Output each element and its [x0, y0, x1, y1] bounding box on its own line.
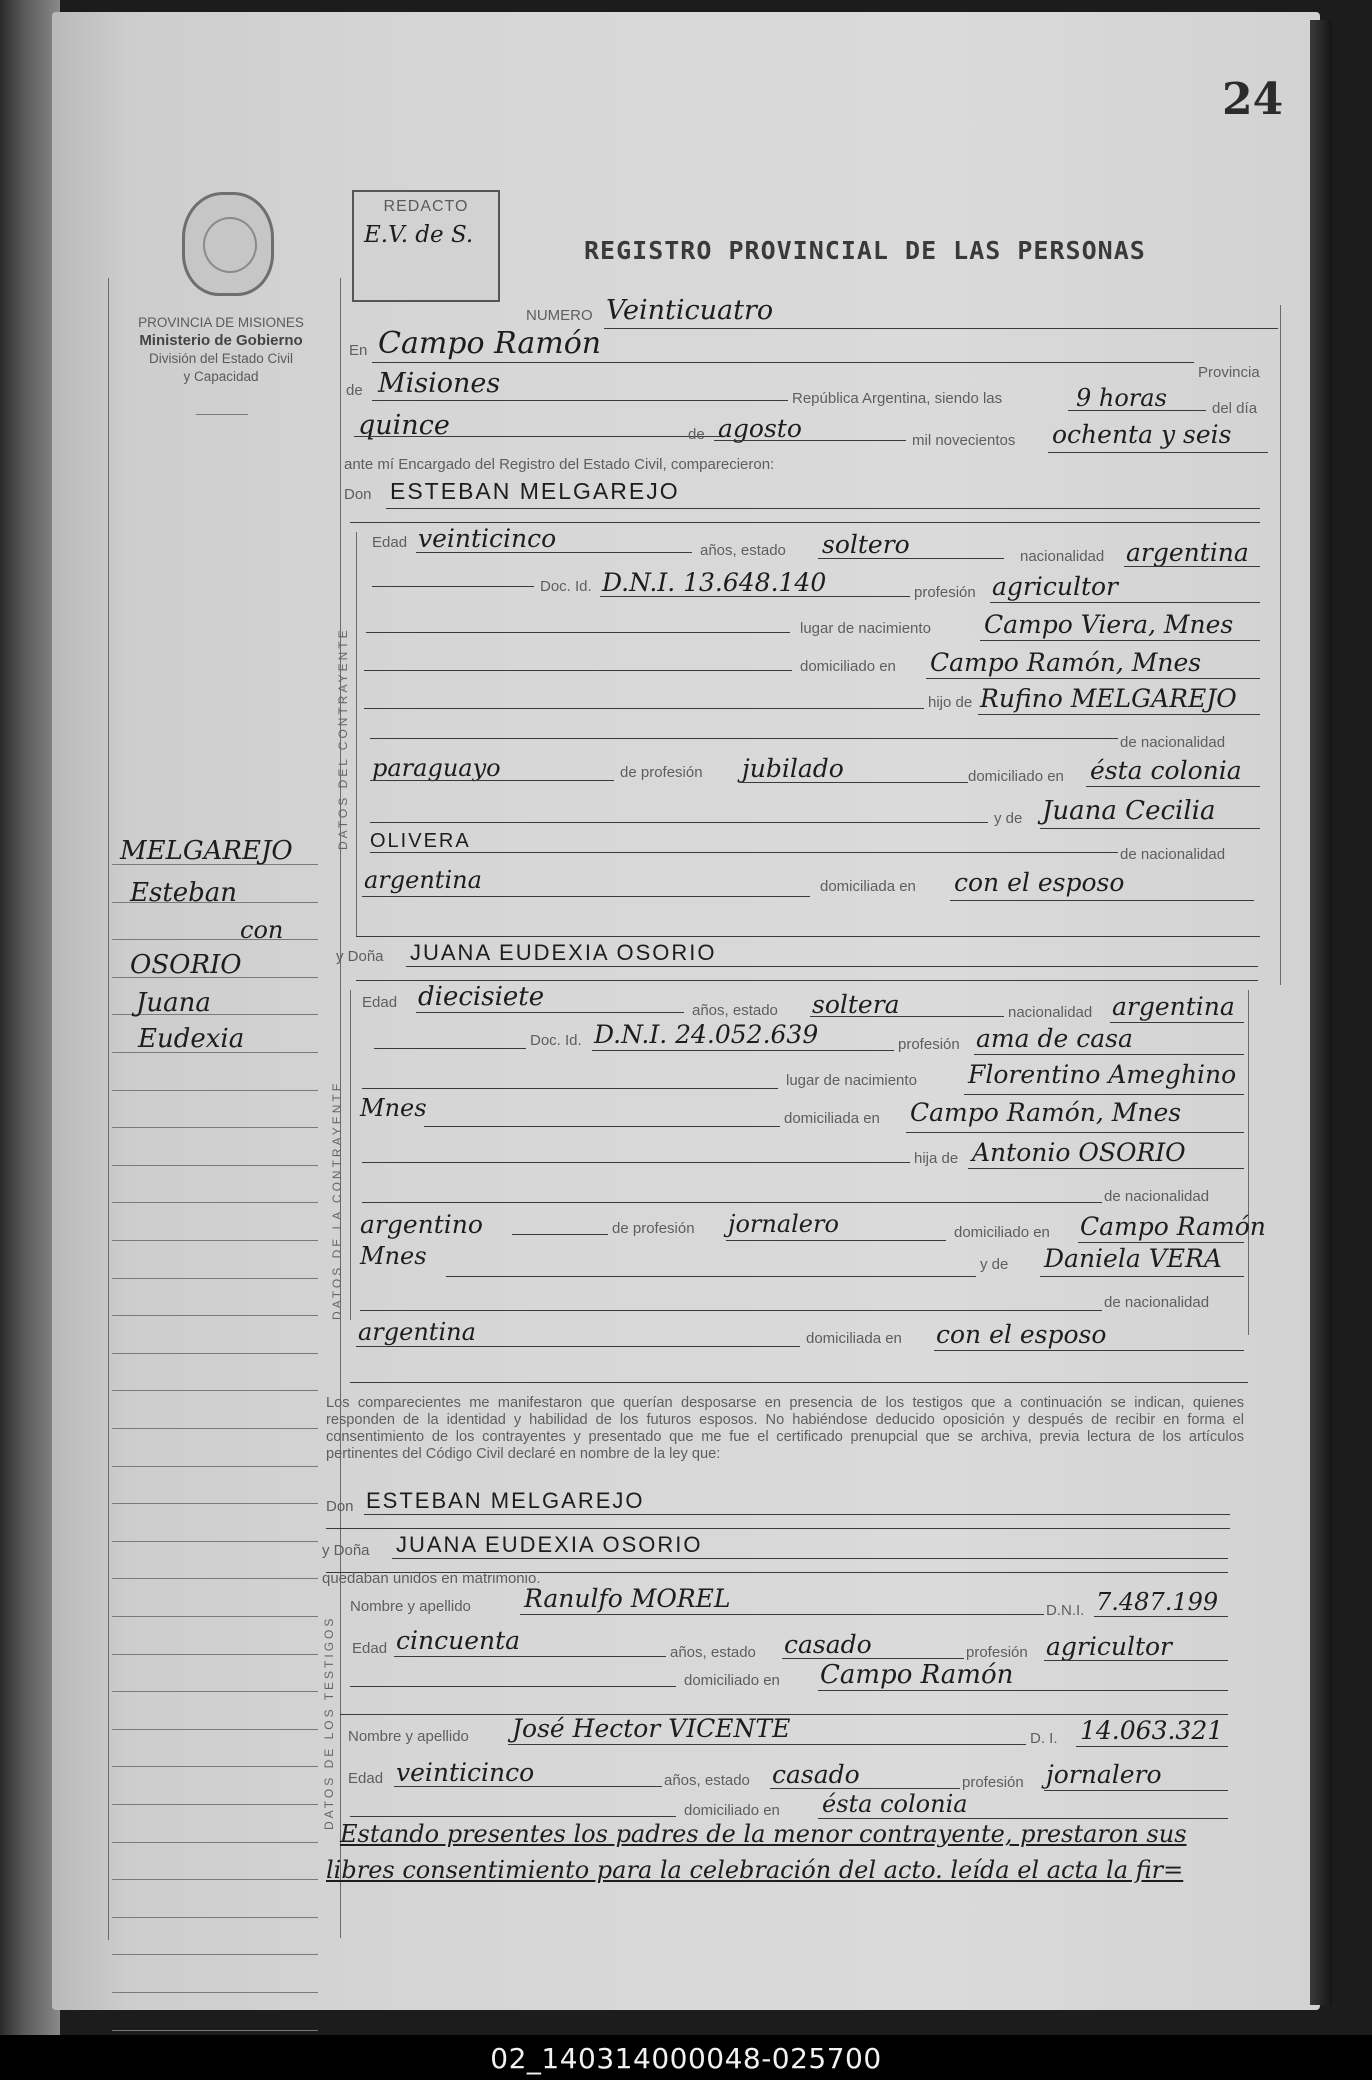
margin-rule: [112, 1353, 318, 1354]
redacto-stamp: [352, 190, 500, 302]
hijo-label: hijo de: [928, 694, 973, 711]
fill-line: [392, 1558, 1228, 1559]
fill-line: [406, 966, 1258, 967]
margin-note-line: MELGAREJO: [120, 836, 293, 866]
doc-label: Doc. Id.: [540, 578, 592, 595]
domicilio-value: Campo Ramón, Mnes: [930, 648, 1202, 677]
de-nac-label: de nacionalidad: [1120, 734, 1226, 751]
provincia-value: Misiones: [378, 368, 501, 399]
t1-doc-label: D.N.I.: [1046, 1602, 1085, 1619]
fill-line: [364, 670, 792, 671]
fill-line: [508, 1744, 1026, 1745]
fill-line: [1094, 1616, 1228, 1617]
margin-rule: [112, 1127, 318, 1128]
hora-value: 9 horas: [1076, 384, 1167, 412]
fill-line: [356, 1346, 800, 1347]
fill-line: [362, 1088, 778, 1089]
t2-edad-label: Edad: [348, 1770, 384, 1787]
numero-value: Veinticuatro: [606, 295, 774, 326]
madre-dom-value: con el esposo: [954, 868, 1125, 897]
margin-rule: [112, 1240, 318, 1241]
margin-rule: [112, 1503, 318, 1504]
y-dona-label: y Doña: [336, 948, 384, 965]
margin-rule: [112, 1390, 318, 1391]
doc-label: Doc. Id.: [530, 1032, 582, 1049]
fill-line: [372, 400, 788, 401]
right-border: [1280, 305, 1281, 985]
fill-line: [968, 1168, 1244, 1169]
margin-rule: [112, 1954, 318, 1955]
fill-line: [370, 852, 1118, 853]
fill-line: [386, 508, 1260, 509]
margin-rule: [112, 1842, 318, 1843]
fill-line: [1124, 566, 1260, 567]
fill-line: [360, 1310, 1102, 1311]
profesion-value: agricultor: [992, 572, 1119, 601]
don-label: Don: [344, 486, 372, 503]
margin-rule: [112, 1428, 318, 1429]
edad-label: Edad: [372, 534, 408, 551]
fill-line: [1110, 1022, 1244, 1023]
fill-line: [350, 522, 1260, 523]
fill-line: [810, 1016, 1004, 1017]
fill-line: [1040, 828, 1260, 829]
margin-rule: [112, 1766, 318, 1767]
fill-line: [520, 1614, 1044, 1615]
profesion-value: ama de casa: [976, 1024, 1133, 1053]
t1-nombre-value: Ranulfo MOREL: [524, 1584, 731, 1613]
anios-estado-label: años, estado: [692, 1002, 778, 1019]
fill-line: [980, 640, 1260, 641]
fill-line: [350, 1816, 676, 1817]
fill-line: [394, 1656, 666, 1657]
stamp-title: REDACTO: [383, 198, 469, 215]
padre-nac-value: paraguayo: [372, 754, 501, 782]
y-de-label: y de: [980, 1256, 1009, 1273]
t2-domiciliado-label: domiciliado en: [684, 1802, 780, 1819]
edad-label: Edad: [362, 994, 398, 1011]
fill-line: [362, 1162, 910, 1163]
madre-nac-value: argentina: [358, 1318, 476, 1346]
t1-domicilio-value: Campo Ramón: [820, 1660, 1014, 1690]
fill-line: [374, 1048, 526, 1049]
padre-prof-value: jubilado: [742, 754, 844, 783]
fill-line: [592, 1050, 894, 1051]
fill-line: [818, 1690, 1228, 1691]
de-nac-label-2: de nacionalidad: [1104, 1294, 1210, 1311]
edad-value: diecisiete: [418, 982, 545, 1012]
fill-line: [1068, 410, 1206, 411]
de-profesion-label: de profesión: [620, 764, 703, 781]
lugar-value: Campo Ramón: [378, 326, 602, 361]
margin-rule: [112, 939, 318, 940]
padre-nac-value: argentino: [360, 1210, 483, 1239]
t2-profesion-label: profesión: [962, 1774, 1024, 1791]
section-bracket: [350, 990, 351, 1320]
margin-border: [108, 278, 109, 1940]
margin-note-line: Eudexia: [138, 1024, 245, 1054]
padre-dom-label: domiciliado en: [968, 768, 1064, 785]
fill-line: [370, 822, 988, 823]
fill-line: [604, 328, 1278, 329]
del-dia-label: del día: [1212, 400, 1258, 417]
margin-rule: [112, 1729, 318, 1730]
t1-profesion-value: agricultor: [1046, 1632, 1173, 1661]
margin-rule: [112, 1691, 318, 1692]
nacionalidad-value: argentina: [1112, 992, 1235, 1021]
margin-rule: [112, 1616, 318, 1617]
edad-value: veinticinco: [418, 524, 557, 553]
section-label-testigos: DATOS DE LOS TESTIGOS: [322, 1615, 336, 1830]
hija-label: hija de: [914, 1150, 959, 1167]
section-label-contrayenta: DATOS DE LA CONTRAYENTE: [330, 1080, 344, 1320]
republica-text: República Argentina, siendo las: [792, 390, 1003, 407]
margin-note-line: con: [240, 916, 284, 944]
t2-edad-value: veinticinco: [396, 1758, 535, 1787]
fill-line: [370, 780, 614, 781]
ministry-line: y Capacidad: [183, 369, 259, 384]
numero-label: NUMERO: [526, 307, 593, 324]
padre-value: Rufino MELGAREJO: [980, 684, 1237, 713]
ministry-line: PROVINCIA DE MISIONES: [138, 315, 304, 330]
fill-line: [600, 596, 910, 597]
en-label: En: [349, 342, 368, 359]
fill-line: [926, 678, 1260, 679]
nota-line-2: libres consentimiento para la celebración del acto. leída el acta la fir=: [326, 1856, 1184, 1884]
provincia-label: Provincia: [1198, 364, 1260, 381]
t1-domiciliado-label: domiciliado en: [684, 1672, 780, 1689]
fill-line: [740, 782, 968, 783]
fill-line: [1044, 1790, 1228, 1791]
fill-line: [394, 1786, 662, 1787]
fill-line: [1044, 1660, 1228, 1661]
contrayenta-name: JUANA EUDEXIA OSORIO: [410, 940, 717, 965]
anio-value: ochenta y seis: [1052, 420, 1232, 449]
mil-label: mil novecientos: [912, 432, 1016, 449]
margin-note-line: Esteban: [130, 878, 238, 908]
fill-line: [782, 1658, 964, 1659]
t1-nombre-label: Nombre y apellido: [350, 1598, 471, 1615]
t2-doc-value: 14.063.321: [1080, 1716, 1224, 1745]
footer-id: 02_140314000048-025700: [490, 2042, 882, 2075]
margin-rule: [112, 1165, 318, 1166]
padre-prof-value: jornalero: [728, 1210, 839, 1238]
fill-line: [1040, 1276, 1244, 1277]
fill-line: [354, 436, 724, 437]
t2-domicilio-value: ésta colonia: [822, 1790, 968, 1818]
fill-line: [990, 602, 1260, 603]
t1-anios-estado-label: años, estado: [670, 1644, 756, 1661]
madre-nac-value: argentina: [364, 866, 482, 894]
fill-line: [950, 900, 1254, 901]
section-bracket: [340, 1592, 341, 1828]
declaration-text: Los comparecientes me manifestaron que querían desposarse en presencia de los testigos que a continuación se indican, quienes responden de la identidad y habilidad de los futuros esposos. No habiéndose deducido oposición y después de recibir en forma el consentimiento de los contrayentes y presentado que me fue el certificado prenupcial que se archiva, previa lectura de los artículos pertinentes del Código Civil declaré en nombre de la ley que:: [326, 1395, 1244, 1462]
fill-line: [906, 1132, 1244, 1133]
section-label-contrayente: DATOS DEL CONTRAYENTE: [336, 627, 350, 850]
de-nac-label: de nacionalidad: [1104, 1188, 1210, 1205]
divider: [196, 414, 248, 415]
dia-value: quince: [358, 410, 450, 441]
margin-rule: [112, 1804, 318, 1805]
t2-anios-estado-label: años, estado: [664, 1772, 750, 1789]
nacionalidad-value: argentina: [1126, 538, 1249, 567]
de-label: de: [346, 382, 363, 399]
document-title: REGISTRO PROVINCIAL DE LAS PERSONAS: [584, 236, 1146, 265]
esposa-name: JUANA EUDEXIA OSORIO: [396, 1532, 703, 1557]
t1-doc-value: 7.487.199: [1096, 1588, 1219, 1616]
margin-rule: [112, 1917, 318, 1918]
left-page-edge: [0, 0, 60, 2035]
fill-line: [714, 440, 906, 441]
fill-line: [770, 1788, 960, 1789]
padre-dom-value: ésta colonia: [1090, 756, 1242, 785]
de-nac-label-2: de nacionalidad: [1120, 846, 1226, 863]
ministry-line: División del Estado Civil: [148, 351, 294, 366]
ministry-header: [110, 314, 332, 386]
fill-line: [1086, 786, 1260, 787]
madre-value: Juana Cecilia: [1042, 796, 1216, 826]
padre-dom-value: Campo Ramón: [1080, 1212, 1266, 1241]
de-mes-label: de: [688, 426, 705, 443]
madre-dom-value: con el esposo: [936, 1320, 1107, 1349]
nacionalidad-label: nacionalidad: [1008, 1004, 1093, 1021]
margin-rule: [112, 1654, 318, 1655]
doc-value: D.N.I. 13.648.140: [602, 568, 827, 597]
fill-line: [416, 552, 692, 553]
padre-dom-value-2: Mnes: [360, 1242, 427, 1270]
margin-rule: [112, 1992, 318, 1993]
fill-line: [356, 980, 1258, 981]
anios-estado-label: años, estado: [700, 542, 786, 559]
t2-estado-value: casado: [772, 1760, 860, 1789]
madre-dom-label: domiciliada en: [820, 878, 916, 895]
fill-line: [372, 586, 534, 587]
stamp-value: E.V. de S.: [364, 222, 474, 248]
fill-line: [364, 708, 924, 709]
t2-nombre-value: José Hector VICENTE: [512, 1714, 791, 1743]
estado-value: soltero: [822, 530, 910, 559]
margin-rule: [112, 1202, 318, 1203]
fill-line: [424, 1126, 780, 1127]
book-right-edge: [1310, 20, 1332, 2005]
margin-note-line: Juana: [136, 988, 211, 1018]
fill-line: [512, 1234, 608, 1235]
fill-line: [934, 1350, 1244, 1351]
margin-rule: [112, 1090, 318, 1091]
t2-nombre-label: Nombre y apellido: [348, 1728, 469, 1745]
estado-value: soltera: [812, 990, 900, 1019]
padre-dom-label: domiciliado en: [954, 1224, 1050, 1241]
de-profesion-label: de profesión: [612, 1220, 695, 1237]
lugar-nac-label: lugar de nacimiento: [800, 620, 931, 637]
y-de-label: y de: [994, 810, 1023, 827]
t1-profesion-label: profesión: [966, 1644, 1028, 1661]
fill-line: [726, 1240, 946, 1241]
fill-line: [818, 558, 1004, 559]
margin-rule: [112, 2030, 318, 2031]
fill-line: [366, 632, 790, 633]
t2-doc-label: D. I.: [1030, 1730, 1058, 1747]
madre-apellido-value: OLIVERA: [370, 830, 471, 852]
t1-edad-label: Edad: [352, 1640, 388, 1657]
fill-line: [356, 936, 1260, 937]
ministry-line: Ministerio de Gobierno: [139, 332, 303, 349]
madre-dom-label: domiciliada en: [806, 1330, 902, 1347]
lugar-nac-value-2: Mnes: [360, 1094, 427, 1122]
doc-value: D.N.I. 24.052.639: [594, 1020, 819, 1049]
fill-line: [326, 1528, 1230, 1529]
domiciliado-label: domiciliado en: [800, 658, 896, 675]
fill-line: [978, 714, 1260, 715]
domicilio-value: Campo Ramón, Mnes: [910, 1098, 1182, 1127]
quedaban-text: quedaban unidos en matrimonio.: [322, 1570, 541, 1587]
lugar-nac-value: Campo Viera, Mnes: [984, 610, 1234, 639]
fill-line: [964, 1094, 1244, 1095]
margin-rule: [112, 1466, 318, 1467]
ante-text: ante mí Encargado del Registro del Estado Civil, comparecieron:: [344, 456, 775, 473]
fill-line: [1078, 1242, 1244, 1243]
margin-rule: [112, 1578, 318, 1579]
fill-line: [818, 1818, 1228, 1819]
lugar-nac-label: lugar de nacimiento: [786, 1072, 917, 1089]
margin-rule: [112, 1315, 318, 1316]
fill-line: [372, 362, 1194, 363]
margin-rule: [112, 1879, 318, 1880]
padre-value: Antonio OSORIO: [972, 1138, 1186, 1167]
right-border: [1248, 990, 1249, 1335]
section-bracket: [356, 532, 357, 937]
don-label: Don: [326, 1498, 354, 1515]
nota-line-1: Estando presentes los padres de la menor contrayente, prestaron sus: [340, 1820, 1187, 1848]
domiciliada-label: domiciliada en: [784, 1110, 880, 1127]
fill-line: [370, 738, 1118, 739]
madre-value: Daniela VERA: [1044, 1244, 1222, 1273]
fill-line: [1076, 1746, 1228, 1747]
profesion-label: profesión: [898, 1036, 960, 1053]
page-number: 24: [1222, 74, 1284, 125]
margin-rule: [112, 1278, 318, 1279]
mes-value: agosto: [718, 414, 802, 443]
fill-line: [1048, 452, 1268, 453]
fill-line: [350, 1382, 1248, 1383]
t1-edad-value: cincuenta: [396, 1626, 521, 1655]
contrayente-name: ESTEBAN MELGAREJO: [390, 478, 680, 504]
fill-line: [446, 1276, 976, 1277]
t1-estado-value: casado: [784, 1630, 872, 1659]
margin-note-line: OSORIO: [130, 950, 242, 980]
profesion-label: profesión: [914, 584, 976, 601]
dona-label: y Doña: [322, 1542, 370, 1559]
fill-line: [350, 1686, 676, 1687]
nacionalidad-label: nacionalidad: [1020, 548, 1105, 565]
fill-line: [362, 896, 810, 897]
lugar-nac-value: Florentino Ameghino: [968, 1060, 1237, 1089]
fill-line: [416, 1012, 684, 1013]
margin-rule: [112, 1541, 318, 1542]
fill-line: [364, 1514, 1230, 1515]
esposo-name: ESTEBAN MELGAREJO: [366, 1488, 645, 1513]
provincial-seal-icon: [182, 192, 274, 296]
fill-line: [974, 1054, 1244, 1055]
t2-profesion-value: jornalero: [1046, 1760, 1162, 1789]
fill-line: [362, 1202, 1102, 1203]
